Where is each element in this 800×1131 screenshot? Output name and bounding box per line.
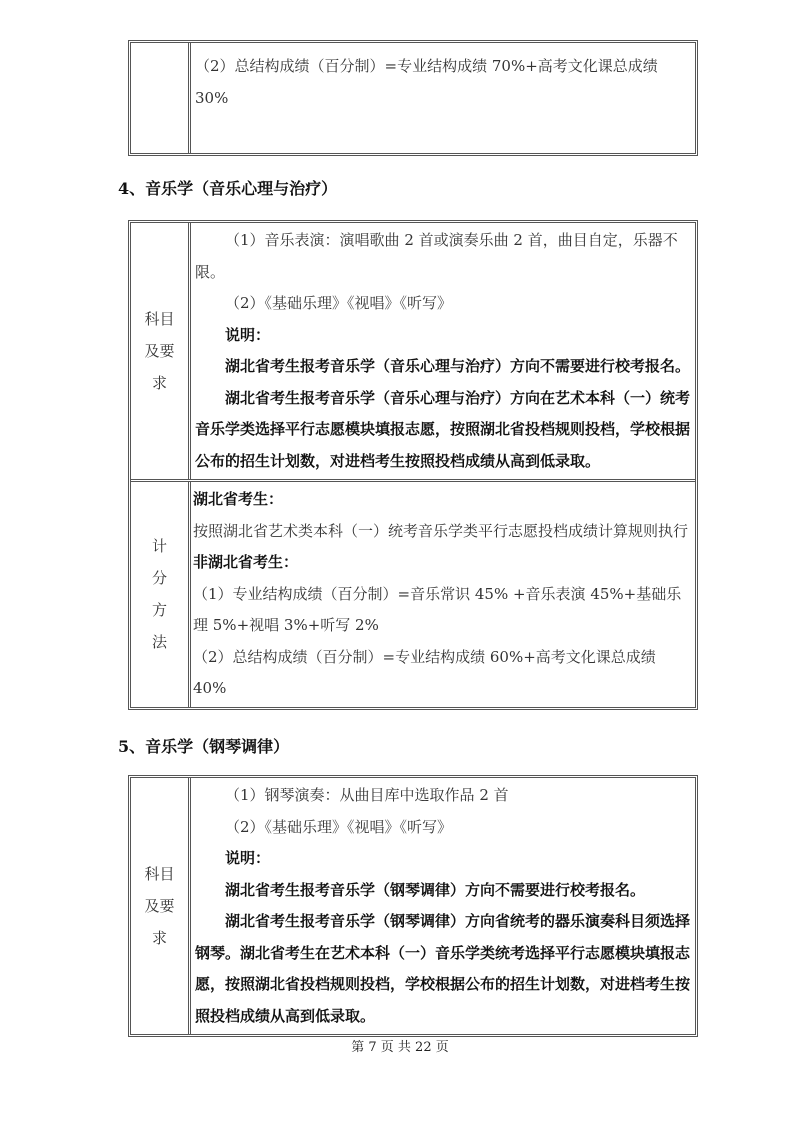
subjects-row: [131, 223, 695, 479]
note-item: 湖北省考生报考音乐学（钢琴调律）方向省统考的器乐演奏科目须选择钢琴。湖北省考生在艺术本科（一）音乐学类统考选择平行志愿模块填报志愿，按照湖北省投档规则投档，学校根据公布的招生计划数，对进档考生按照投档成绩从高到低录取。: [195, 912, 691, 1025]
note-label: 说明：: [225, 849, 271, 867]
section-heading: 5、音乐学（钢琴调律）: [118, 737, 290, 756]
section-heading: 4、音乐学（音乐心理与治疗）: [118, 179, 338, 198]
formula-item: （2）总结构成绩（百分制）=专业结构成绩 60%+高考文化课总成绩 40%: [193, 647, 656, 697]
subject-item: （2）《基础乐理》《视唱》《听写》: [225, 294, 453, 312]
section5-table: [128, 775, 698, 1037]
note-label: 说明：: [225, 325, 271, 344]
formula-item: （1）专业结构成绩（百分制）=音乐常识 45% +音乐表演 45%+基础乐理 5%+视唱 3%+听写 2%: [193, 584, 682, 634]
score-table-continued: [128, 40, 698, 156]
hubei-text: 按照湖北省艺术类本科（一）统考音乐学类平行志愿投档成绩计算规则执行: [193, 521, 689, 540]
subject-item: （1）音乐表演：演唱歌曲 2 首或演奏乐曲 2 首，曲目自定，乐器不限。: [195, 231, 678, 281]
note-item: 湖北省考生报考音乐学（音乐心理与治疗）方向在艺术本科（一）统考音乐学类选择平行志愿模块填报志愿，按照湖北省投档规则投档，学校根据公布的招生计划数，对进档考生按照投档成绩从高到低录取。: [195, 388, 691, 470]
subject-item: （2）《基础乐理》《视唱》《听写》: [225, 817, 453, 836]
scoring-label: 计分方法: [131, 482, 191, 707]
total-score-formula: （2）总结构成绩（百分制）=专业结构成绩 70%+高考文化课总成绩 30%: [195, 57, 658, 107]
empty-label-cell: [131, 43, 191, 153]
non-hubei-label: 非湖北省考生：: [193, 553, 299, 571]
note-item: 湖北省考生报考音乐学（钢琴调律）方向不需要进行校考报名。: [225, 880, 646, 899]
hubei-label: 湖北省考生：: [193, 490, 284, 508]
subjects-label: 科目及要求: [131, 223, 191, 479]
scoring-row: [131, 479, 695, 707]
section4-table: [128, 220, 698, 710]
subject-item: （1）钢琴演奏：从曲目库中选取作品 2 首: [225, 786, 509, 804]
note-item: 湖北省考生报考音乐学（音乐心理与治疗）方向不需要进行校考报名。: [225, 357, 691, 375]
page-number: 第 7 页 共 22 页: [351, 1040, 449, 1055]
subjects-label: 科目及要求: [131, 778, 191, 1034]
